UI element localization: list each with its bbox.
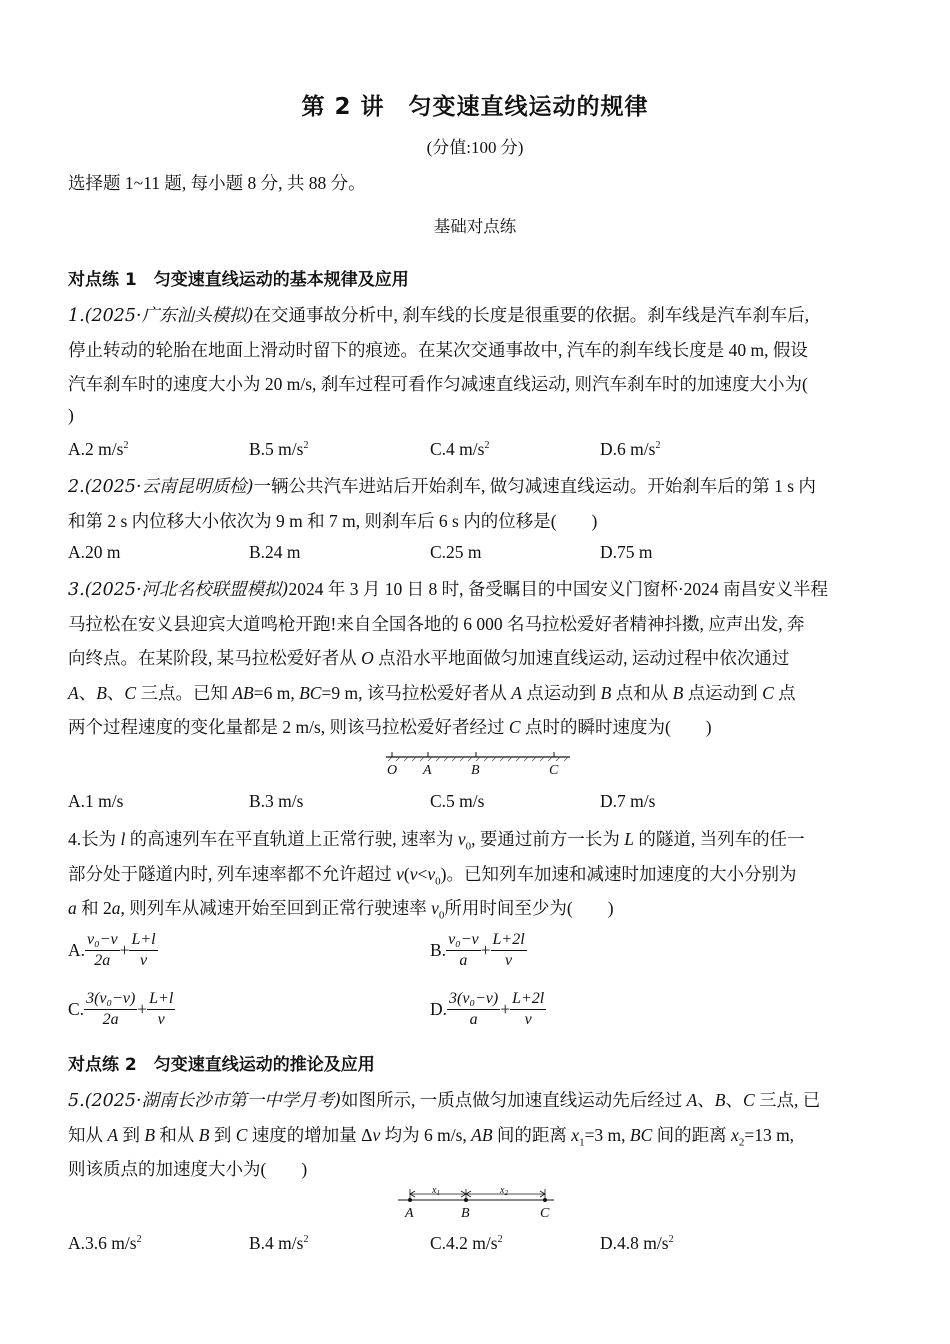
- q5-option-d[interactable]: D.4.8 $m/s^2$: [600, 1233, 674, 1253]
- q1-line1: 1.(2025·广东汕头模拟)在交通事故分析中, 刹车线的长度是很重要的依据。刹车线是汽车刹车后,: [68, 305, 810, 326]
- q4-line2: 部分处于隧道内时, 列车速率都不允许超过 $v(v<v_0)$。已知列车加速和减速时加速度的大小分别为: [68, 864, 797, 888]
- section2-title: 对点练 2 匀变速直线运动的推论及应用: [68, 1055, 375, 1075]
- q3-option-d[interactable]: D.7 m/s: [600, 791, 656, 811]
- q5-label-a: A: [405, 1206, 414, 1221]
- q2-option-b[interactable]: B.24 m: [249, 542, 301, 562]
- q2-option-c[interactable]: C.25 m: [430, 542, 482, 562]
- q4-c-frac1: $\frac{\text{3(v₀−v)}}{2a}$: [86, 990, 136, 1028]
- q3-option-a[interactable]: A.1 m/s: [68, 791, 124, 811]
- q1-line3: 汽车刹车时的速度大小为 20 m/s, 刹车过程可看作匀减速直线运动, 则汽车刹车时的加速度大小为(: [68, 374, 808, 394]
- score-note: (分值:100 分): [426, 138, 524, 157]
- q3-line1: 3.(2025·河北名校联盟模拟)2024 年 3 月 10 日 8 时, 备受瞩目的中国安义门窗杯·2024 南昌安义半程: [68, 579, 829, 600]
- q3-label-a: A: [423, 763, 432, 778]
- q1-option-a[interactable]: A.2 $m/s^2$: [68, 439, 129, 459]
- q2-option-a[interactable]: A.20 m: [68, 542, 121, 562]
- q3-option-b[interactable]: B.3 m/s: [249, 791, 304, 811]
- q4-b-frac2: $\frac{L+2l}{v}$: [492, 931, 525, 969]
- q3-line3: 向终点。在某阶段, 某马拉松爱好者从 O 点沿水平地面做匀加速直线运动, 运动过程中依次通过: [68, 648, 790, 668]
- q2-line2: 和第 2 s 内位移大小依次为 9 m 和 7 m, 则刹车后 6 s 内的位移是( ): [68, 511, 598, 531]
- q5-line3: 则该质点的加速度大小为( ): [68, 1159, 308, 1179]
- q5-point-b: [464, 1198, 468, 1202]
- q5-label-x1: $x_1$: [432, 1186, 440, 1197]
- q4-option-d[interactable]: D. $\frac{\text{3(v₀−v)}}{a}$ + $\frac{L+2l}{v}$: [430, 990, 545, 1028]
- q1-option-d[interactable]: D.6 $m/s^2$: [600, 439, 661, 459]
- q1-option-b[interactable]: B.5 $m/s^2$: [249, 439, 309, 459]
- q5-line2: 知从 A 到 B 和从 B 到 C 速度的增加量 Δv 均为 6 m/s, AB 间的距离 $x_1=3$ m, BC 间的距离 $x_2=13$ m,: [68, 1125, 795, 1149]
- q4-option-a[interactable]: A. $\frac{\text{v₀−v}}{2a}$ + $\frac{L+l}{v}$: [68, 931, 156, 969]
- instruction: 选择题 1~11 题, 每小题 8 分, 共 88 分。: [68, 173, 366, 193]
- q4-a-frac1: $\frac{\text{v₀−v}}{2a}$: [87, 931, 118, 969]
- q2-line1: 2.(2025·云南昆明质检)一辆公共汽车进站后开始刹车, 做匀减速直线运动。开始刹车后的第 1 s 内: [68, 476, 816, 497]
- q4-line3: a 和 2a, 则列车从减速开始至回到正常行驶速率 $v_0$所用时间至少为( ): [68, 898, 614, 922]
- q5-label-x2: $x_2$: [500, 1186, 508, 1197]
- q1-line2: 停止转动的轮胎在地面上滑动时留下的痕迹。在某次交通事故中, 汽车的刹车线长度是 40 m, 假设: [68, 340, 808, 360]
- q3-line2: 马拉松在安义县迎宾大道鸣枪开跑!来自全国各地的 6 000 名马拉松爱好者精神抖擞, 应声出发, 奔: [68, 614, 805, 634]
- q4-line1: 4.长为 l 的高速列车在平直轨道上正常行驶, 速率为 $v_0$, 要通过前方一长为 L 的隧道, 当列车的任一: [68, 829, 805, 853]
- q3-option-c[interactable]: C.5 m/s: [430, 791, 485, 811]
- q5-dimension-arrows: [410, 1189, 545, 1200]
- q5-option-b[interactable]: B.4 $m/s^2$: [249, 1233, 309, 1253]
- q3-label-b: B: [471, 763, 480, 778]
- q3-figure: [380, 746, 580, 778]
- q4-d-frac2: $\frac{L+2l}{v}$: [512, 990, 545, 1028]
- page-title: 第 2 讲 匀变速直线运动的规律: [301, 94, 649, 120]
- q4-c-frac2: $\frac{L+l}{v}$: [149, 990, 174, 1028]
- q1-line4: ): [68, 405, 74, 425]
- section-heading: 基础对点练: [433, 217, 517, 236]
- q3-label-o: O: [387, 763, 398, 778]
- q3-line5: 两个过程速度的变化量都是 2 m/s, 则该马拉松爱好者经过 C 点时的瞬时速度为( ): [68, 717, 712, 737]
- q5-point-a: [408, 1198, 412, 1202]
- q4-d-frac1: $\frac{\text{3(v₀−v)}}{a}$: [449, 990, 499, 1028]
- q5-figure: [394, 1186, 560, 1222]
- q3-tick-marks: [392, 752, 554, 757]
- q5-label-b: B: [461, 1206, 470, 1221]
- q4-b-frac1: $\frac{\text{v₀−v}}{a}$: [448, 931, 479, 969]
- q1-option-c[interactable]: C.4 $m/s^2$: [430, 439, 490, 459]
- q5-point-c: [543, 1198, 547, 1202]
- q3-label-c: C: [549, 763, 559, 778]
- q4-option-c[interactable]: C. $\frac{\text{3(v₀−v)}}{2a}$ + $\frac{L+l}{v}$: [68, 990, 174, 1028]
- q5-label-c: C: [540, 1206, 550, 1221]
- q2-option-d[interactable]: D.75 m: [600, 542, 653, 562]
- q5-option-a[interactable]: A.3.6 $m/s^2$: [68, 1233, 142, 1253]
- q4-option-b[interactable]: B. $\frac{\text{v₀−v}}{a}$ + $\frac{L+2l}{v}$: [430, 931, 525, 969]
- section1-title: 对点练 1 匀变速直线运动的基本规律及应用: [68, 270, 409, 290]
- q5-option-c[interactable]: C.4.2 $m/s^2$: [430, 1233, 503, 1253]
- q4-a-frac2: $\frac{L+l}{v}$: [131, 931, 156, 969]
- q3-line4: A、B、C 三点。已知 AB=6 m, BC=9 m, 该马拉松爱好者从 A 点运动到 B 点和从 B 点运动到 C 点: [68, 683, 796, 703]
- q5-line1: 5.(2025·湖南长沙市第一中学月考)如图所示, 一质点做匀加速直线运动先后经过 A、B、C 三点, 已: [68, 1090, 821, 1111]
